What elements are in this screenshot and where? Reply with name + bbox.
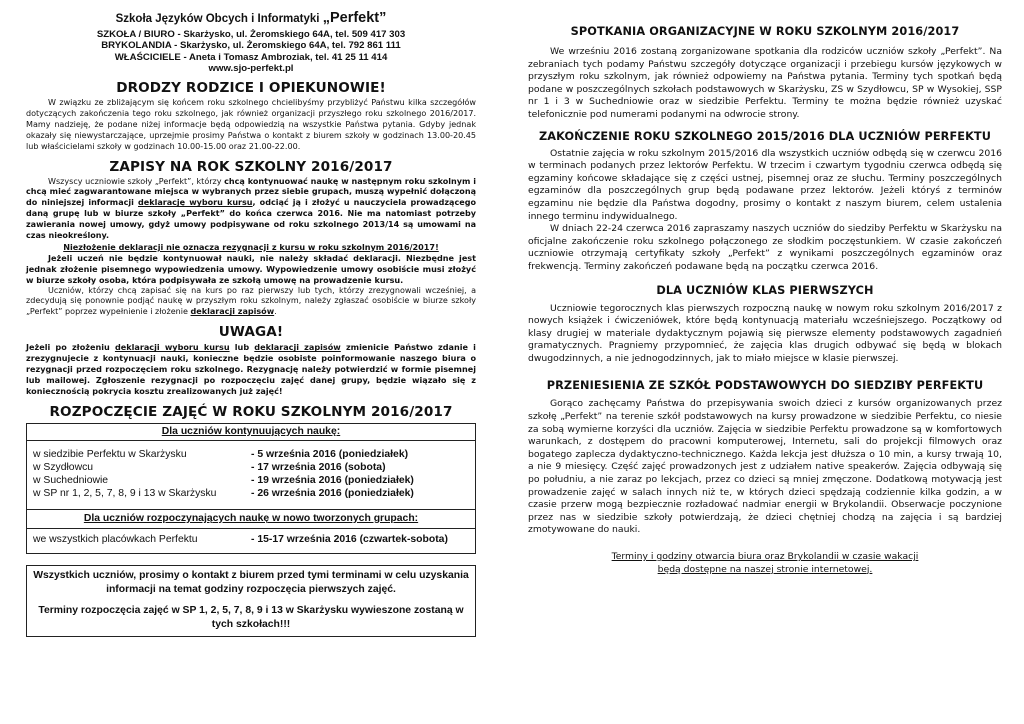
paragraph-zapisy-3: Jeżeli uczeń nie będzie kontynuował nauki, nie należy składać deklaracji. Niezbędne jest jednak złożenie pisemnego wypowiedzenia umowy. Wypowiedzenie umowy osobiście musi złożyć w biurze szkoły osoba, która podpisywała ze szkołą umowę na prowadzenie kursu. xyxy=(26,252,476,285)
header-line-office: SZKOŁA / BIURO - Skarżysko, ul. Żeromskiego 64A, tel. 509 417 303 xyxy=(96,28,406,40)
table-row xyxy=(27,474,475,487)
table-row xyxy=(27,487,475,500)
table-subheading-continuing xyxy=(27,424,475,441)
table-row xyxy=(27,533,475,546)
row-date: - 5 września 2016 (poniedziałek) xyxy=(251,448,409,460)
table-row xyxy=(27,448,475,461)
paragraph-zapisy-2: Niezłożenie deklaracji nie oznacza rezygnacji z kursu w roku szkolnym 2016/2017! xyxy=(63,241,439,252)
row-date: - 15-17 września 2016 (czwartek-sobota) xyxy=(251,533,448,545)
heading-drodzy: DRODZY RODZICE I OPIEKUNOWIE! xyxy=(116,79,386,96)
heading-uwaga: UWAGA! xyxy=(218,324,284,341)
row-place: w siedzibie Perfektu w Skarżysku xyxy=(33,448,187,460)
uwaga-rest: zmienicie Państwo zdanie i zrezygnujecie z kontynuacji nauki, konieczne będzie osobiste poinformowanie naszego biura o rezygnacji przed rozpoczęciem roku szkolnego. Rezygnację należy potwierdzić w formie pisemnej lub mailowej. Zgłoszenie rezygnacji po rozpoczęciu zajęć danej grupy, będzie wiązało się z koniecznością pokrycia kosztu zrealizowanych już zajęć! xyxy=(26,342,476,396)
table-subheading-new xyxy=(27,509,475,529)
paragraph-przeniesienia: Gorąco zachęcamy Państwa do przepisywania swoich dzieci z kursów organizowanych przez szkołę „Perfekt” na terenie szkół podstawowych na kursy prowadzone w siedzibie Perfektu, co niesie za sobą wymierne korzyści dla uczniów. Zajęcia w siedzibie Perfektu prowadzone są w komfortowych warunkach, z dostępem do pracowni komputerowej, Internetu, sali do projekcji filmowych oraz bogatego zaplecza dydaktyczno-technicznego. Każda lekcja jest dłuższa o 10 min, a kursy trwają 10, a nie 9 miesięcy. Część zajęć prowadzonych jest z udziałem native speakerów. Zajęcia odbywają się po południu, a nie zaraz po lekcjach, przez co dzieci są mniej zmęczone. Dodatkową motywacją jest prowadzenie zajęć w salach innych niż te, w których dzieci spędzają codziennie kilka godzin, a w czasie przerw mogą bezpiecznie rozładować nadmiar energii w Brykolandii. Obserwacje poczynione przez nas w siedzibie szkoły potwierdzają, że dzieci chętniej chodzą na zajęcia i są bardziej zmotywowane do nauki. xyxy=(528,398,1002,536)
heading-pierwsze: DLA UCZNIÓW KLAS PIERWSZYCH xyxy=(656,283,874,297)
deklaracja-wyboru-link: deklarację wyboru kursu xyxy=(138,198,253,208)
zapisy-4-end: . xyxy=(274,307,277,317)
table-row xyxy=(27,461,475,474)
header-website: www.sjo-perfekt.pl xyxy=(208,63,294,75)
footer-line-2: będą dostępne na naszej stronie internetowej. xyxy=(657,563,873,575)
zapisy-1-bold: chcą kontynuować naukę w następnym roku szkolnym i chcą mieć zagwarantowane miejsca w wybranych przez siebie grupach, muszą wypełnić dołączoną do niniejszej informacji xyxy=(26,176,476,208)
row-place: we wszystkich placówkach Perfektu xyxy=(33,533,198,545)
paragraph-zapisy-4 xyxy=(26,286,476,319)
paragraph-zapisy-1 xyxy=(26,177,476,242)
school-brand: „Perfekt” xyxy=(322,10,387,26)
zapisy-1-intro: Wszyscy uczniowie szkoły „Perfekt”, którzy xyxy=(48,176,225,186)
table-subheading-continuing-text: Dla uczniów kontynuujących naukę: xyxy=(161,425,341,437)
row-place: w SP nr 1, 2, 5, 7, 8, 9 i 13 w Skarżysku xyxy=(33,488,217,500)
right-column xyxy=(528,0,1002,576)
heading-zapisy: ZAPISY NA ROK SZKOLNY 2016/2017 xyxy=(109,158,393,175)
row-date: - 26 września 2016 (poniedziałek) xyxy=(251,488,414,500)
paragraph-spotkania: We wrześniu 2016 zostaną zorganizowane spotkania dla rodziców uczniów szkoły „Perfekt”. Na zebraniach tych podamy Państwu szczegóły dotyczące organizacji i przebiegu kursów językowych w przyszłym roku szkolnym, jak również odpowiemy na Państwa pytania. Terminy tych spotkań będą podane w poszczególnych szkołach podstawowych w Skarżysku, ZS w Szydłowcu, SP w Wysokiej, SSP nr 1 i 3 w Suchedniowie oraz w siedzibie Perfektu. Terminy te można będzie również uzyskać telefonicznie pod numerami podanymi na odwrocie strony. xyxy=(528,46,1002,120)
zapisy-1-rest: , odciąć ją i złożyć u nauczyciela prowadzącego daną grupę lub w biurze szkoły „Perfekt” do końca czerwca 2016. Nie ma natomiast potrzeby zawierania nowej umowy, gdyż umowy podpisywane od roku szkolnego 2013/14 są umowami na czas nieokreślony. xyxy=(26,198,476,241)
row-date: - 19 września 2016 (poniedziałek) xyxy=(251,475,414,487)
row-date: - 17 września 2016 (sobota) xyxy=(251,462,386,474)
uwaga-link-wyboru: deklaracji wyboru kursu xyxy=(114,342,230,353)
row-place: w Szydłowcu xyxy=(33,462,94,474)
school-header xyxy=(26,10,476,75)
heading-rozpoczecie: ROZPOCZĘCIE ZAJĘĆ W ROKU SZKOLNYM 2016/2017 xyxy=(49,403,453,420)
heading-przeniesienia: PRZENIESIENIA ZE SZKÓŁ PODSTAWOWYCH DO SIEDZIBY PERFEKTU xyxy=(546,379,984,393)
notice-contact: Wszystkich uczniów, prosimy o kontakt z biurem przed tymi terminami w celu uzyskania informacji na temat godziny rozpoczęcia pierwszych zajęć. xyxy=(33,569,469,595)
footer-note xyxy=(528,551,1002,576)
row-place: w Suchedniowie xyxy=(33,475,109,487)
school-name xyxy=(26,10,476,26)
school-name-text: Szkoła Języków Obcych i Informatyki xyxy=(115,13,320,25)
start-dates-table xyxy=(26,423,476,554)
paragraph-zakonczenie-1: Ostatnie zajęcia w roku szkolnym 2015/2016 dla wszystkich uczniów odbędą się w czerwcu 2016 w terminach podanych przez lektorów Perfektu. W trzecim i czwartym tygodniu czerwca odbędą się egzaminy końcowe składające się z części ustnej, pisemnej oraz ze słuchu. Terminy poszczególnych egzaminów dla poszczególnych grup będą podawane przez lektorów. Jeżeli któryś z terminów egzaminu nie będzie dla Państwa dogodny, prosimy o kontakt z naszym biurem, celem ustalenia innego terminu indywidualnego. xyxy=(528,147,1002,222)
notice-sp-dates: Terminy rozpoczęcia zajęć w SP 1, 2, 5, 7, 8, 9 i 13 w Skarżysku wywieszone zostaną w tych szkołach!!! xyxy=(38,604,464,630)
left-column xyxy=(26,0,476,637)
table-rows-continuing xyxy=(27,441,475,505)
notice-box xyxy=(26,565,476,637)
paragraph-uwaga xyxy=(26,342,476,397)
deklaracja-zapisow-link: deklaracji zapisów xyxy=(190,307,275,317)
heading-spotkania: SPOTKANIA ORGANIZACYJNE W ROKU SZKOLNYM 2016/2017 xyxy=(570,25,960,38)
uwaga-or: lub xyxy=(229,342,255,353)
heading-zakonczenie: ZAKOŃCZENIE ROKU SZKOLNEGO 2015/2016 DLA UCZNIÓW PERFEKTU xyxy=(538,129,992,143)
footer-line-1: Terminy i godziny otwarcia biura oraz Brykolandii w czasie wakacji xyxy=(611,551,919,562)
table-subheading-new-text: Dla uczniów rozpoczynających naukę w nowo tworzonych grupach: xyxy=(83,512,419,524)
uwaga-intro: Jeżeli po złożeniu xyxy=(26,342,115,353)
paragraph-pierwsze: Uczniowie tegorocznych klas pierwszych rozpoczną naukę w nowym roku szkolnym 2016/2017 z nowych książek i ćwiczeniówek, które będą kontynuacją materiału wcześniejszego. Początkowy od klasy drugiej w materiale dydaktycznym pojawią się pierwsze elementy podstawowych zagadnień gramatycznych. Pragniemy przypomnieć, że zajęcia klas drugich odbywać się będą w blokach dwugodzinnych, a nie jednogodzinnych, jak to miało miejsce w klasie pierwszej. xyxy=(528,302,1002,364)
header-line-owners: WŁAŚCICIELE - Aneta i Tomasz Ambroziak, tel. 41 25 11 414 xyxy=(114,51,388,63)
paragraph-drodzy: W związku ze zbliżającym się końcem roku szkolnego chcielibyśmy przybliżyć Państwu kilka szczegółów dotyczących zakończenia tego roku szkolnego, jak również organizacji przyszłego roku szkolnego 2016/2017. Mamy nadzieję, że podane niżej informacje będą odpowiedzią na wszystkie Państwa pytania. Gdyby jednak okazały się niewystarczające, uprzejmie prosimy Państwa o kontakt z biurem szkoły w godzinach 13.00-20.45 lub właścicielami szkoły w godzinach 10.00-15.00 oraz 21.00-22.00. xyxy=(26,97,476,151)
zapisy-4-text: Uczniów, którzy chcą zapisać się na kurs po raz pierwszy lub tych, którzy zrezygnowali wcześniej, a zdecydują się ponownie podjąć naukę w przyszłym roku szkolnym, należy zgłaszać osobiście w biurze szkoły „Perfekt” poprzez wypełnienie i złożenie xyxy=(26,285,476,317)
table-rows-new xyxy=(27,529,475,553)
paragraph-zakonczenie-2: W dniach 22-24 czerwca 2016 zapraszamy naszych uczniów do siedziby Perfektu w Skarżysku na oficjalne zakończenie roku szkolnego połączonego ze słodkim poczęstunkiem. W czasie zakończeń uczniowie otrzymają certyfikaty szkoły „Perfekt” z wynikami poszczególnych egzaminów oraz frekwencją. Terminy zakończeń podawane będą na początku czerwca 2016. xyxy=(528,223,1002,272)
header-line-brykolandia: BRYKOLANDIA - Skarżysko, ul. Żeromskiego 64A, tel. 792 861 111 xyxy=(101,40,401,52)
uwaga-link-zapisow: deklaracji zapisów xyxy=(254,342,341,353)
